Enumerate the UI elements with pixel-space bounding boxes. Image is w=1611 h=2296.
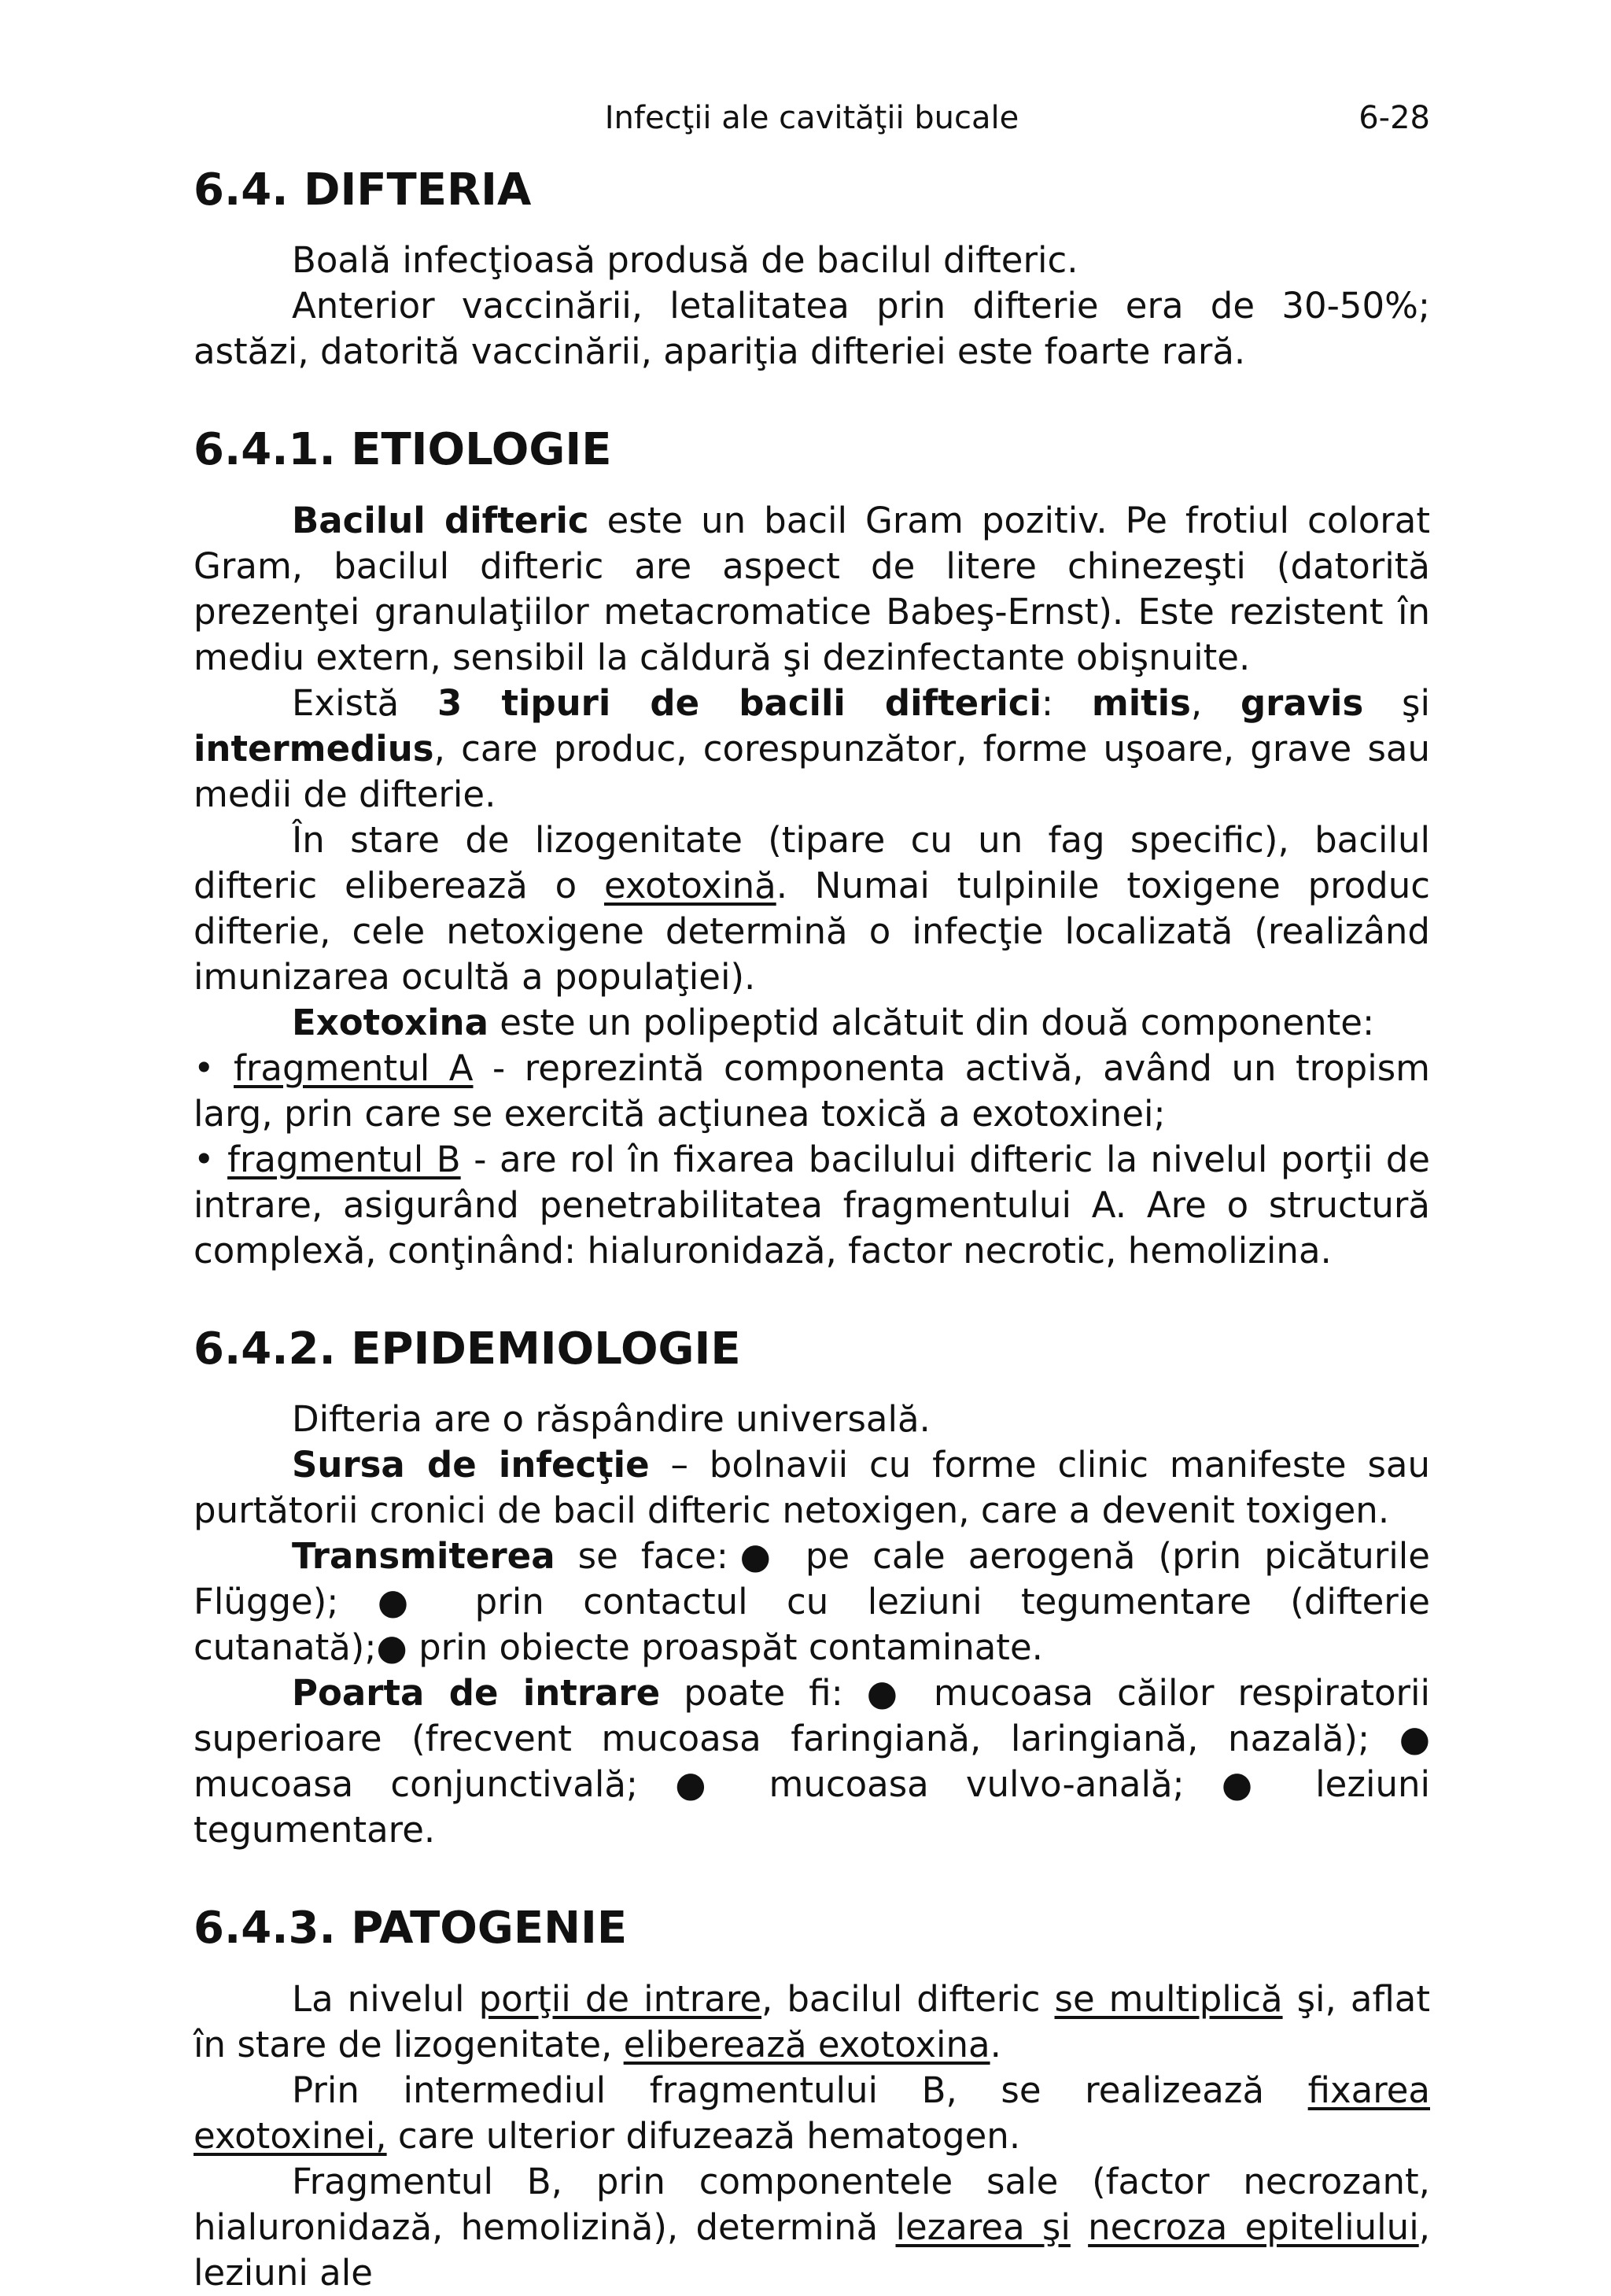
bullet-icon: • bbox=[194, 1046, 215, 1089]
underlined-term: eliberează exotoxina bbox=[623, 2023, 990, 2065]
paragraph: Prin intermediul fragmentului B, se realizează fixarea exotoxinei, care ulterior difuzează hematogen. bbox=[194, 2069, 1430, 2157]
paragraph: Sursa de infecţie – bolnavii cu forme clinic manifeste sau purtătorii cronici de bacil difteric netoxigen, care a devenit toxigen. bbox=[194, 1444, 1430, 1532]
paragraph: Boală infecţioasă produsă de bacilul difteric. bbox=[292, 239, 1078, 282]
underlined-term: exotoxină bbox=[604, 864, 776, 906]
running-header bbox=[194, 87, 1430, 149]
underlined-term: porţii de intrare bbox=[478, 1977, 762, 2020]
paragraph: La nivelul porţii de intrare, bacilul difteric se multiplică şi, aflat în stare de lizogenitate, eliberează exotoxina. bbox=[194, 1977, 1431, 2065]
paragraph: Poarta de intrare poate fi: ● mucoasa căilor respiratorii superioare (frecvent mucoasa faringiană, laringiană, nazală); ● mucoasa conjunctivală; ● mucoasa vulvo-anală; ● leziuni tegumentare. bbox=[194, 1672, 1430, 1851]
paragraph: În stare de lizogenitate (tipare cu un fag specific), bacilul difteric eliberează o exotoxină. Numai tulpinile toxigene produc difterie, cele netoxigene determină o infecţie localizată (realizând imunizarea ocultă a populaţiei). bbox=[194, 818, 1431, 998]
bold-term: intermedius bbox=[194, 727, 434, 770]
underlined-term: se multiplică bbox=[1054, 1977, 1283, 2020]
paragraph: Transmiterea se face:● pe cale aerogenă (prin picăturile Flügge); ● prin contactul cu leziuni tegumentare (difterie cutanată);● prin obiecte proaspăt contaminate. bbox=[194, 1535, 1430, 1669]
bold-term: Transmiterea bbox=[292, 1535, 555, 1578]
bold-term: Bacilul difteric bbox=[292, 499, 589, 541]
underlined-term: lezarea şi bbox=[895, 2206, 1071, 2248]
bullet-icon: • bbox=[194, 1138, 215, 1180]
paragraph: Fragmentul B, prin componentele sale (factor necrozant, hialuronidază, hemolizină), determină lezarea şi necroza epiteliului, leziuni ale bbox=[194, 2160, 1431, 2294]
document-page bbox=[194, 87, 1430, 2296]
paragraph: Difteria are o răspândire universală. bbox=[292, 1398, 931, 1441]
section-heading-epidemiologie: 6.4.2. EPIDEMIOLOGIE bbox=[194, 1323, 741, 1375]
underlined-term: necroza epiteliului bbox=[1088, 2206, 1419, 2248]
page-number: 6-28 bbox=[1358, 100, 1430, 136]
bold-term: 3 tipuri de bacili difterici bbox=[437, 681, 1041, 724]
list-item: • fragmentul A - reprezintă componenta activă, având un tropism larg, prin care se exercită acţiunea toxică a exotoxinei; bbox=[194, 1046, 1430, 1135]
list-item: • fragmentul B - are rol în fixarea bacilului difteric la nivelul porţii de intrare, asigurând penetrabilitatea fragmentului A. Are o structură complexă, conţinând: hialuronidază, factor necrotic, hemolizina. bbox=[194, 1138, 1430, 1272]
paragraph: Anterior vaccinării, letalitatea prin difterie era de 30-50%; astăzi, datorită vaccinării, apariţia difteriei este foarte rară. bbox=[194, 285, 1430, 373]
bold-term: Poarta de intrare bbox=[292, 1672, 661, 1715]
bold-term: Sursa de infecţie bbox=[292, 1444, 650, 1486]
section-heading-patogenie: 6.4.3. PATOGENIE bbox=[194, 1903, 628, 1955]
section-heading-difteria: 6.4. DIFTERIA bbox=[194, 164, 532, 216]
paragraph: Există 3 tipuri de bacili difterici: mitis, gravis şi intermedius, care produc, corespunzător, forme uşoare, grave sau medii de difterie. bbox=[194, 681, 1430, 815]
bold-term: gravis bbox=[1240, 681, 1364, 724]
underlined-term: fragmentul B bbox=[227, 1138, 461, 1180]
paragraph: Bacilul difteric este un bacil Gram pozitiv. Pe frotiul colorat Gram, bacilul difteric are aspect de litere chinezeşti (datorită prezenţei granulaţiilor metacromatice Babeş-Ernst). Este rezistent în mediu extern, sensibil la căldură şi dezinfectante obişnuite. bbox=[194, 499, 1430, 678]
underlined-term: fragmentul A bbox=[234, 1046, 474, 1089]
paragraph: Exotoxina este un polipeptid alcătuit din două componente: bbox=[292, 1001, 1375, 1043]
bold-term: mitis bbox=[1091, 681, 1191, 724]
section-heading-etiologie: 6.4.1. ETIOLOGIE bbox=[194, 424, 612, 476]
bold-term: Exotoxina bbox=[292, 1001, 488, 1043]
running-title: Infecţii ale cavităţii bucale bbox=[604, 100, 1019, 136]
underlined-term: fixarea exotoxinei, bbox=[194, 2069, 1430, 2157]
